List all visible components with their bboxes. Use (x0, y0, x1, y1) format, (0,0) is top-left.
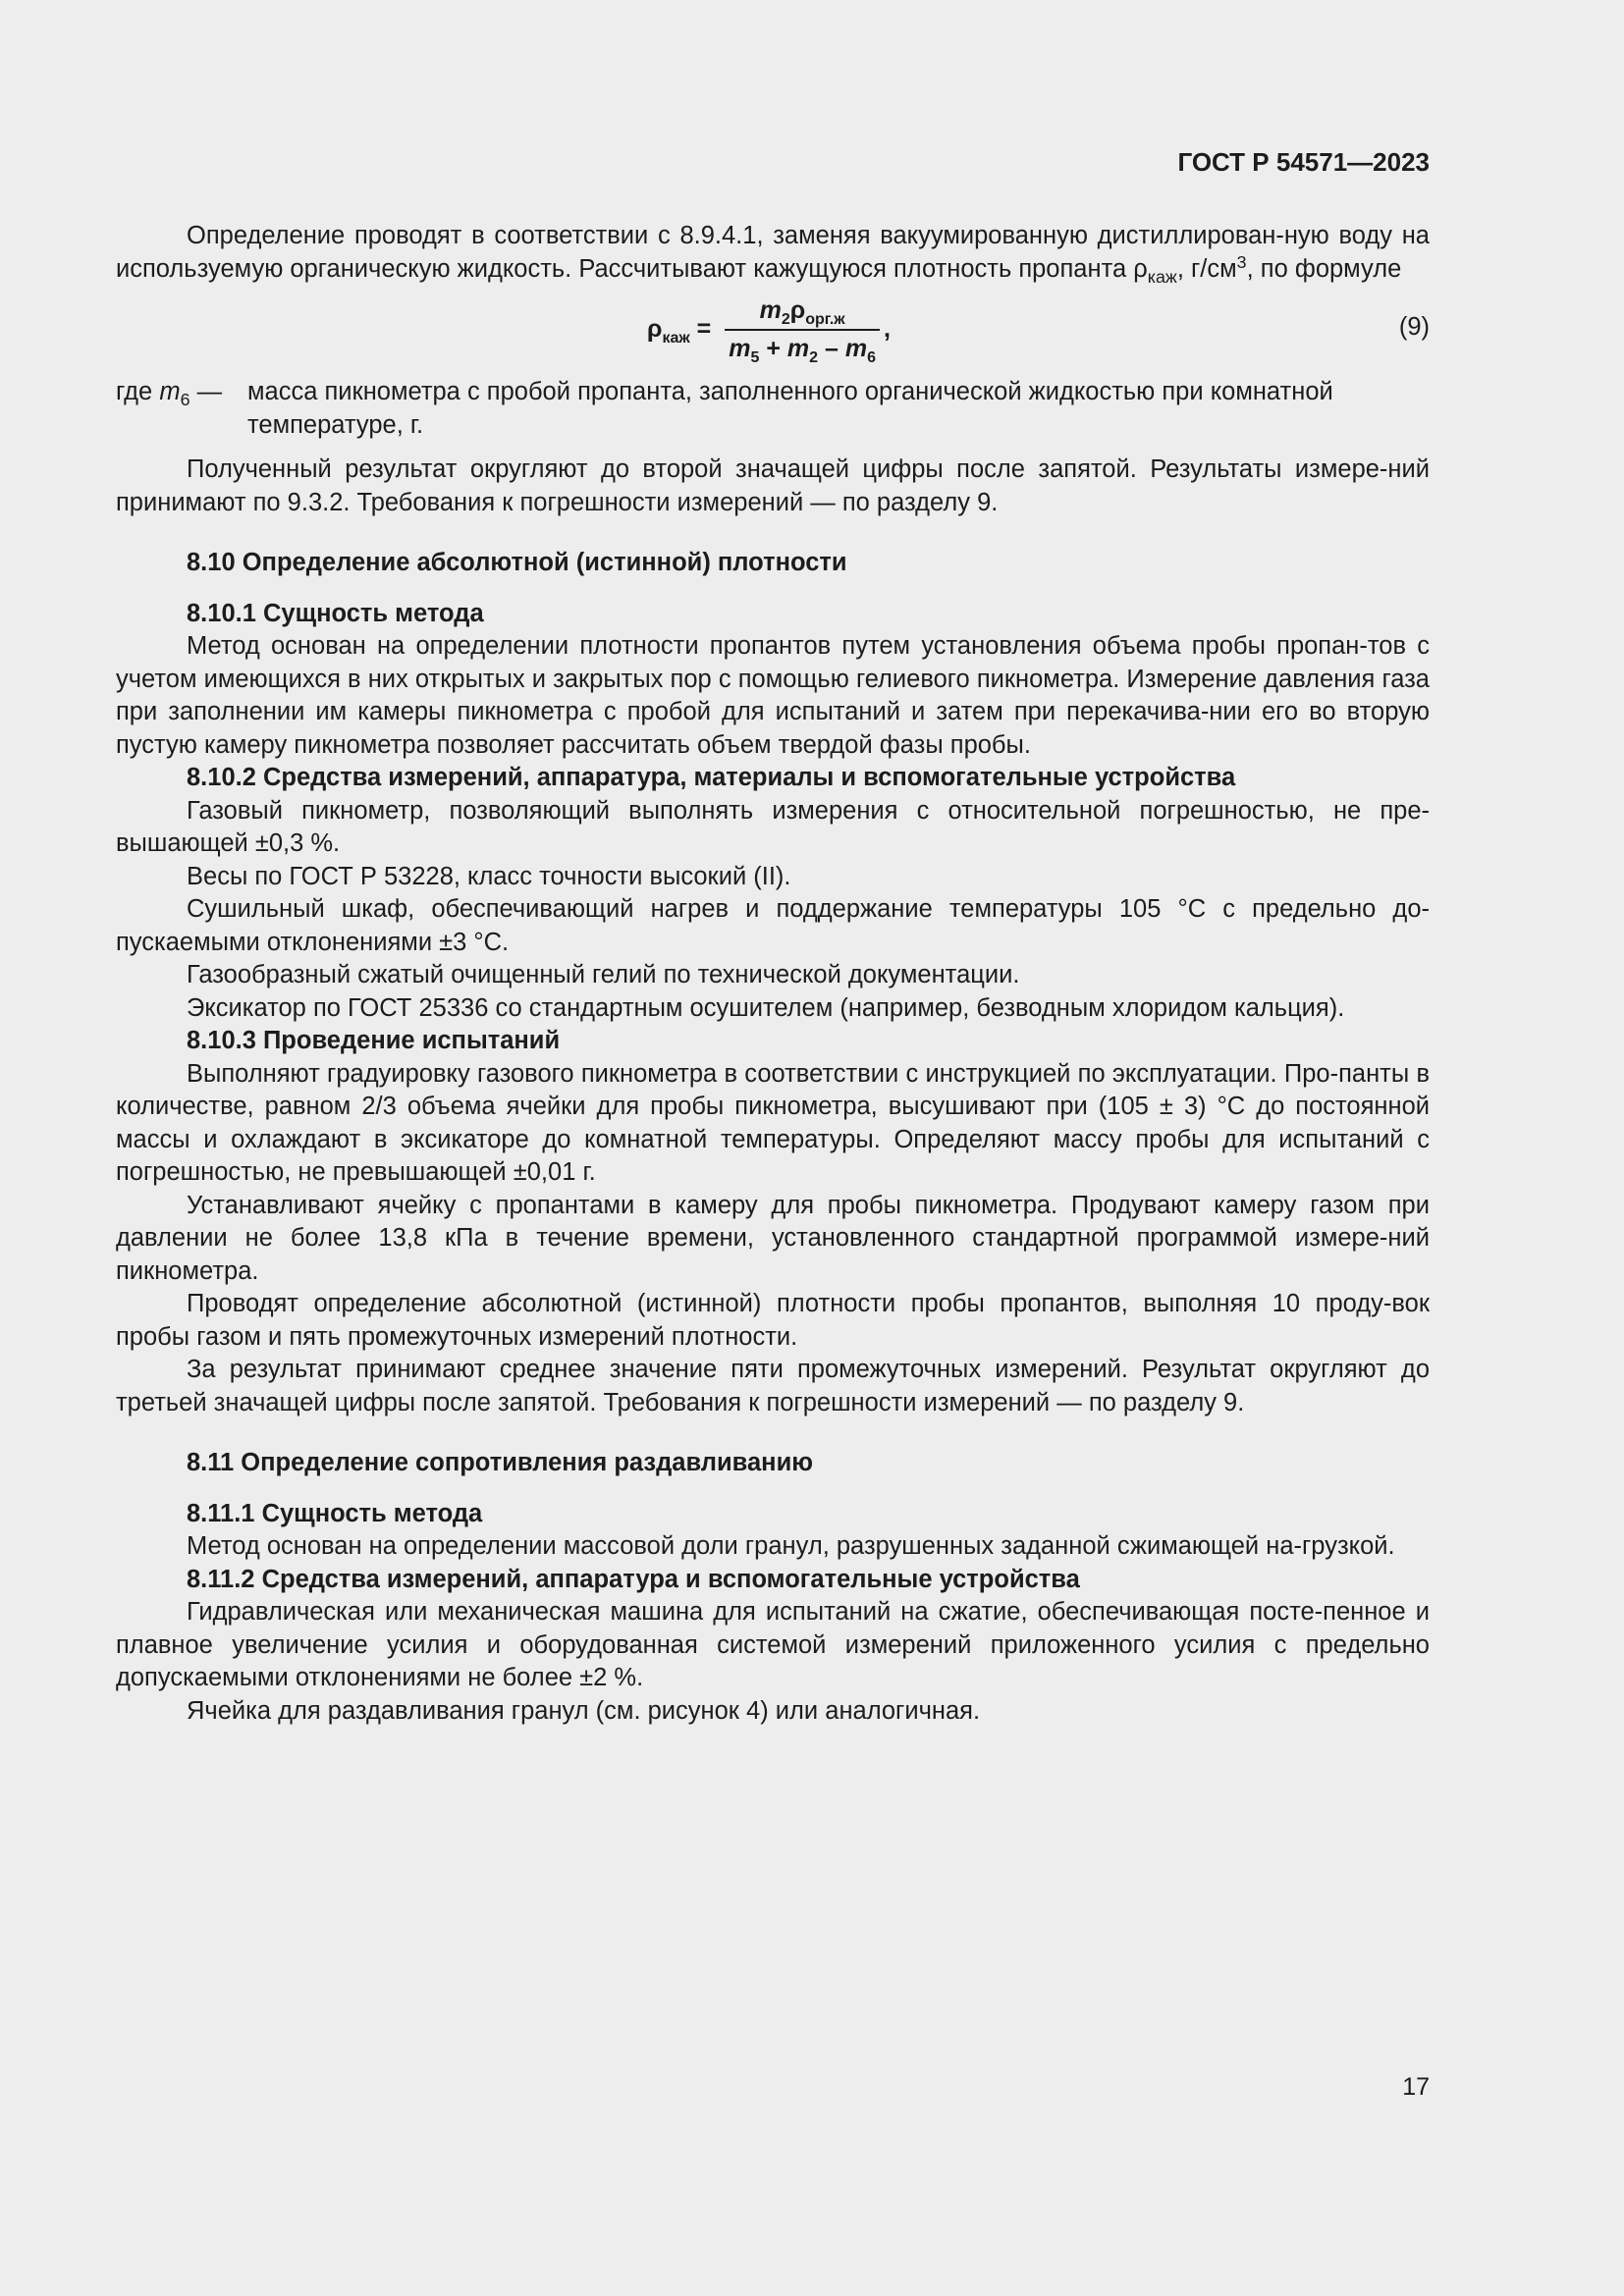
formula-9 (647, 292, 891, 368)
formula-lhs (647, 313, 711, 347)
num-rho-sub: орг.ж (805, 310, 845, 328)
den-m5-sub: 5 (750, 349, 760, 366)
formula-lhs-subscript: каж (662, 330, 690, 347)
formula-denominator (725, 333, 880, 366)
den-m6: m (844, 335, 868, 362)
unit-superscript: 3 (1236, 251, 1247, 272)
formula-equals: = (696, 315, 712, 344)
result-paragraph: Полученный результат округляют до второй значащей цифры после запятой. Результаты измере-ний принимают по 9.3.2. Требования к погрешности измерений — по разделу 9. (116, 455, 1430, 516)
paragraph: Газовый пикнометр, позволяющий выполнять измерения с относительной погрешностью, не пре-вышающей ±0,3 %. (116, 796, 1430, 857)
section-8-10-2-heading: 8.10.2 Средства измерений, аппаратура, материалы и вспомогательные устройства (187, 764, 1236, 791)
document-body (116, 220, 1430, 1728)
intro-text: Определение проводят в соответствии с 8.9.4.1, заменяя вакуумированную дистиллирован-ную воду на используемую органическую жидкость. Рассчитывают кажущуюся плотность пропанта (116, 222, 1430, 283)
paragraph: Выполняют градуировку газового пикнометра в соответствии с инструкцией по эксплуатации. Про-панты в количестве, равном 2/3 объема ячейки для пробы пикнометра, высушивают при (105 ± 3) °С до постоянной массы и охлаждают в эксикаторе до комнатной температуры. Определяют массу пробы для испытаний с погрешностью, не превышающей ±0,01 г. (116, 1059, 1430, 1186)
formula-row (116, 292, 1430, 368)
paragraph: Гидравлическая или механическая машина для испытаний на сжатие, обеспечивающая посте-пенное и плавное увеличение усилия и оборудованная системой измерений приложенного усилия с предельно допускаемыми отклонениями не более ±2 %. (116, 1598, 1430, 1691)
rho-subscript: каж (1147, 266, 1177, 287)
formula-lhs-symbol: ρ (647, 315, 663, 344)
section-8-11-title: 8.11 Определение сопротивления раздавливанию (187, 1449, 814, 1476)
where-prefix: где (116, 378, 160, 405)
paragraph: Весы по ГОСТ Р 53228, класс точности высокий (II). (187, 862, 791, 890)
den-m2: m (786, 335, 810, 362)
where-clause (116, 376, 1430, 442)
page-number: 17 (1402, 2073, 1430, 2101)
where-var-sub: 6 (180, 390, 190, 409)
paragraph: Эксикатор по ГОСТ 25336 со стандартным осушителем (например, безводным хлоридом кальция). (187, 993, 1345, 1022)
paragraph: Газообразный сжатый очищенный гелий по технической документации. (187, 961, 1020, 988)
den-m6-sub: 6 (867, 349, 876, 366)
where-definition: масса пикнометра с пробой пропанта, заполненного органической жидкостью при комнатной температуре, г. (247, 378, 1333, 439)
paragraph: Метод основан на определении массовой доли гранул, разрушенных заданной сжимающей на-грузкой. (187, 1532, 1395, 1560)
where-label (116, 376, 247, 442)
section-8-11-1-heading: 8.11.1 Сущность метода (187, 1499, 483, 1527)
formula-fraction (725, 294, 880, 366)
formula-comma: , (884, 315, 891, 344)
paragraph: Сушильный шкаф, обеспечивающий нагрев и поддержание температуры 105 °С с предельно до-пускаемыми отклонениями ±3 °С. (116, 895, 1430, 956)
paragraph: Устанавливают ячейку с пропантами в камеру для пробы пикнометра. Продувают камеру газом при давлении не более 13,8 кПа в течение времени, установленного стандартной программой измере-ний пикнометра. (116, 1191, 1430, 1285)
num-rho: ρ (789, 295, 806, 324)
where-var: m (159, 378, 181, 405)
den-plus: + (759, 335, 787, 362)
paragraph: Проводят определение абсолютной (истинной) плотности пробы пропантов, выполняя 10 проду-вок пробы газом и пять промежуточных измерений плотности. (116, 1290, 1430, 1351)
den-minus: – (818, 335, 845, 362)
equation-number: (9) (1398, 313, 1430, 341)
section-8-10-1-heading: 8.10.1 Сущность метода (187, 599, 484, 627)
formula-numerator (756, 294, 849, 328)
paragraph: Ячейка для раздавливания гранул (см. рисунок 4) или аналогичная. (187, 1696, 981, 1725)
document-header: ГОСТ Р 54571—2023 (1177, 147, 1430, 177)
den-m2-sub: 2 (809, 349, 819, 366)
den-m5: m (729, 335, 751, 362)
fraction-bar (725, 329, 880, 331)
unit-text: , г/см (1176, 254, 1237, 283)
section-8-10-title: 8.10 Определение абсолютной (истинной) плотности (187, 549, 847, 576)
num-m-sub: 2 (781, 310, 790, 328)
section-8-11-2-heading: 8.11.2 Средства измерений, аппаратура и вспомогательные устройства (187, 1565, 1080, 1593)
paragraph: Метод основан на определении плотности пропантов путем установления объема пробы пропан-тов с учетом имеющихся в них открытых и закрытых пор с помощью гелиевого пикнометра. Измерение давления газа при заполнении им камеры пикнометра с пробой для испытаний и затем при перекачива-нии его во вторую пустую камеру пикнометра позволяет рассчитать объем твердой фазы пробы. (116, 632, 1430, 759)
intro-end: , по формуле (1246, 254, 1402, 283)
paragraph: За результат принимают среднее значение пяти промежуточных измерений. Результат округляют до третьей значащей цифры после запятой. Требования к погрешности измерений — по разделу 9. (116, 1356, 1430, 1416)
num-m: m (759, 295, 782, 324)
where-dash: — (189, 378, 223, 405)
rho-symbol: ρ (1133, 254, 1148, 283)
intro-paragraph (116, 220, 1430, 286)
section-8-10-3-heading: 8.10.3 Проведение испытаний (187, 1027, 561, 1054)
